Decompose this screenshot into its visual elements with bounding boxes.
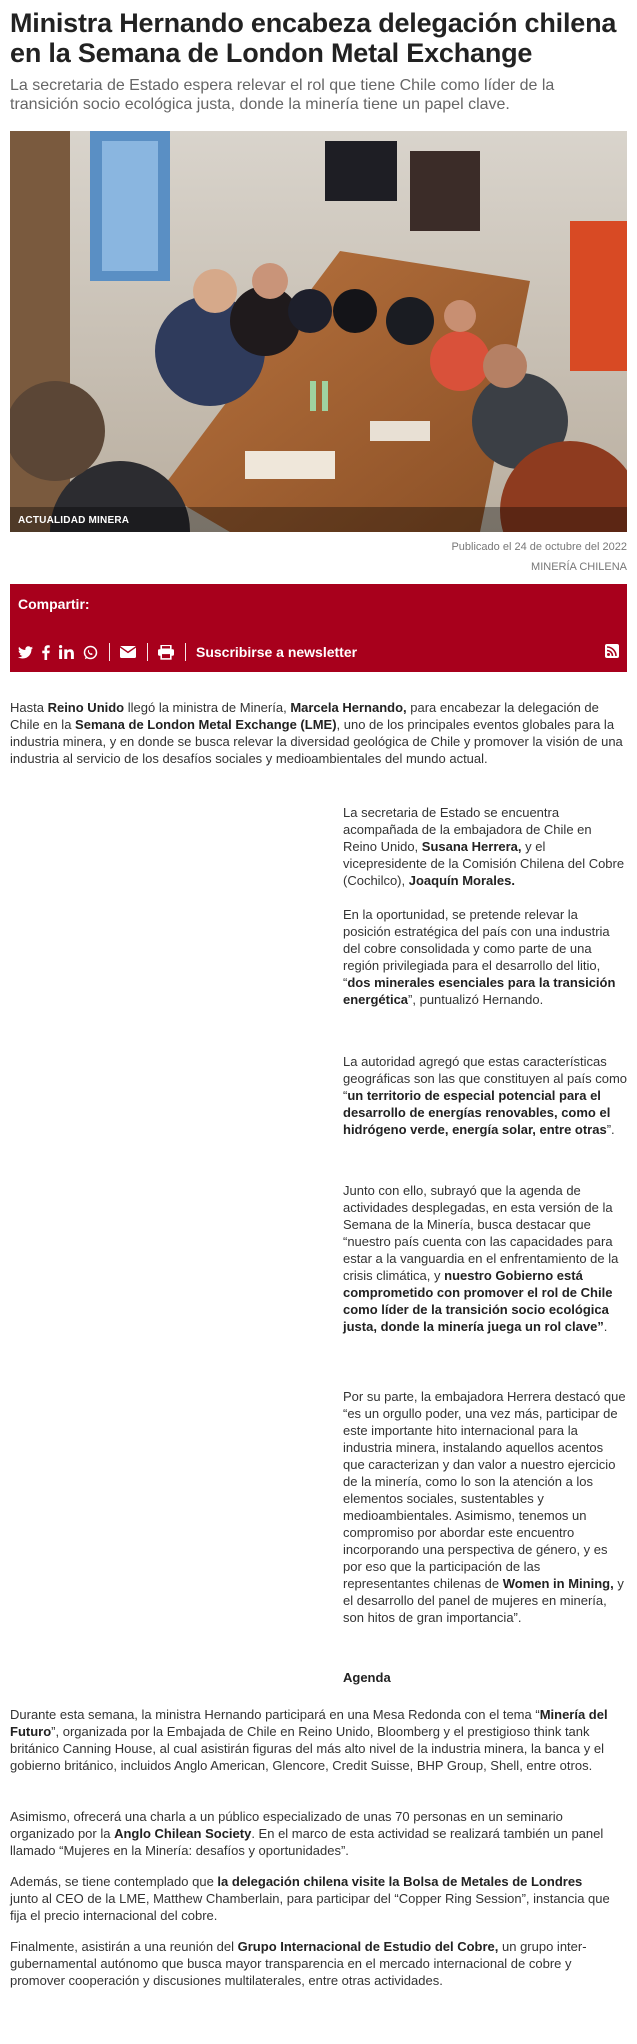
text-run: . [603,1319,608,1334]
bold-text: dos minerales esenciales para la transición energética [343,975,616,1007]
text-run: un grupo inter-gubernamental autónomo que busca mayor transparencia en el mercado internacional de cobre y promover cooperación y discusiones multilaterales, entre otras actividades. [10,1939,587,1988]
paragraph [343,1388,627,1626]
photo-credit: ACTUALIDAD MINERA [18,515,130,526]
share-title: Compartir: [18,596,90,612]
paragraph [343,906,627,1008]
publish-date: Publicado el 24 de octubre del 2022 [451,541,627,553]
text-run: La secretaria de Estado se encuentra acompañada de la embajadora de Chile en Reino Unido, [343,805,592,854]
text-run: y el vicepresidente de la Comisión Chilena del Cobre (Cochilco), [343,839,625,888]
article-source[interactable]: MINERÍA CHILENA [531,561,627,573]
text-run: . En el marco de esta actividad se realizará también un panel llamado “Mujeres en la Minería: desafíos y oportunidades”. [10,1826,604,1858]
paragraph [10,1938,610,1989]
paragraph [343,1182,627,1335]
text-run: y el desarrollo del panel de mujeres en minería, son hitos de gran importancia”. [343,1576,624,1625]
text-run: , uno de los principales eventos globales para la industria minera, y en donde se busca relevar la diversidad geológica de Chile y promover la visión de una industria al servicio de los desafíos sociales y medioambientales del mundo actual. [10,717,623,766]
text-run: ”, puntualizó Hernando. [408,992,544,1007]
paragraph [343,804,627,889]
text-run: ”. [606,1122,615,1137]
paragraph [10,1808,610,1859]
text-run: Durante esta semana, la ministra Hernando participará en una Mesa Redonda con el tema “ [10,1707,540,1722]
paragraph [343,1053,627,1138]
bold-text: Joaquín Morales. [408,873,515,888]
bold-text: Susana Herrera, [421,839,522,854]
article-title: Ministra Hernando encabeza delegación chilena en la Semana de London Metal Exchange [10,8,617,68]
bold-text: Anglo Chilean Society [114,1826,252,1841]
article-subtitle: La secretaria de Estado espera relevar el rol que tiene Chile como líder de la transición socio ecológica justa, donde la minería tiene un papel clave. [10,77,555,113]
text-run: llegó la ministra de Minería, [124,700,291,715]
bold-text: un territorio de especial potencial para el desarrollo de energías renovables, como el hidrógeno verde, energía solar, entre otras [343,1088,611,1137]
bold-text: Grupo Internacional de Estudio del Cobre, [237,1939,499,1954]
text-run: ”, organizada por la Embajada de Chile en Reino Unido, Bloomberg y el prestigioso think tank británico Canning House, al cual asistirán figuras del más alto nivel de la industria minera, la banca y el gobierno británico, incluidos Anglo American, Glencore, Credit Suisse, BHP Group, Shell, entre otros. [10,1724,604,1773]
text-run: Finalmente, asistirán a una reunión del [10,1939,238,1954]
paragraph [10,1706,610,1774]
bold-text: Marcela Hernando, [290,700,407,715]
bold-text: nuestro Gobierno está comprometido con promover el rol de Chile como líder de la transición socio ecológica justa, donde la minería juega un rol clave” [343,1268,613,1334]
newsletter-link[interactable]: Suscribirse a newsletter [196,644,358,660]
text-run: Además, se tiene contemplado que [10,1874,218,1889]
text-run: Junto con ello, subrayó que la agenda de actividades desplegadas, en esta versión de la Semana de la Minería, busca destacar que “nuestro país cuenta con las capacidades para estar a la vanguardia en el enfrentamiento de la crisis climática, y [343,1183,619,1283]
text-run: junto al CEO de la LME, Matthew Chamberlain, para participar del “Copper Ring Session”, instancia que fija el precio internacional del cobre. [10,1891,610,1923]
text-run: En la oportunidad, se pretende relevar la posición estratégica del país con una industria del cobre consolidada y como parte de una región privilegiada para el desarrollo del litio, “ [343,907,610,990]
text-run: Por su parte, la embajadora Herrera destacó que “es un orgullo poder, una vez más, participar de este importante hito internacional para la industria minera, instalando aquellos acentos que caracterizan y dan valor a nuestro ejercicio de la minería, como lo son la atención a los elementos sociales, sustentables y medioambientales. Asimismo, tenemos un compromiso por abordar este encuentro incorporando una perspectiva de género, y es por eso que la participación de las representantes chilenas de [343,1389,626,1591]
text-run: Hasta [10,700,48,715]
paragraph [10,699,627,767]
bold-text: Minería del Futuro [10,1707,608,1739]
article-body [10,0,627,2044]
paragraph [10,1873,610,1924]
bold-text: Women in Mining, [502,1576,614,1591]
bold-text: Reino Unido [47,700,125,715]
text-run: para encabezar la delegación de Chile en la [10,700,599,732]
text-run: La autoridad agregó que estas características geográficas son las que constituyen al país como “ [343,1054,628,1103]
text-run: Asimismo, ofrecerá una charla a un público especializado de unas 70 personas en un seminario organizado por la [10,1809,563,1841]
bold-text: Semana de London Metal Exchange (LME) [75,717,337,732]
agenda-heading: Agenda [343,1670,391,1685]
bold-text: la delegación chilena visite la Bolsa de Metales de Londres [217,1874,583,1889]
